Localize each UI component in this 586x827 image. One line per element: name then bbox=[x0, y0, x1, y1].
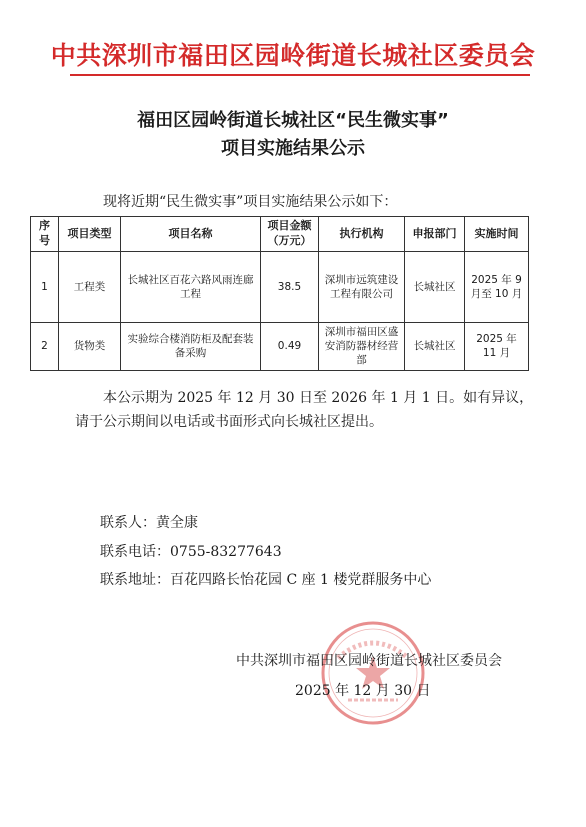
header-name: 项目名称 bbox=[121, 217, 261, 252]
org-header: 中共深圳市福田区园岭街道长城社区委员会 bbox=[50, 41, 536, 70]
doc-title-line2: 项目实施结果公示 bbox=[221, 138, 365, 159]
cell-department: 长城社区 bbox=[405, 252, 465, 323]
cell-amount: 0.49 bbox=[261, 323, 319, 371]
signature-date: 2025 年 12 月 30 日 bbox=[295, 683, 431, 699]
contact-phone: 联系电话：0755-83277643 bbox=[100, 544, 282, 560]
header-executor: 执行机构 bbox=[319, 217, 405, 252]
cell-seq: 1 bbox=[31, 252, 59, 323]
cell-time: 2025 年 11 月 bbox=[465, 323, 529, 371]
notice-line2: 请于公示期间以电话或书面形式向长城社区提出。 bbox=[75, 414, 383, 430]
cell-name: 实验综合楼消防柜及配套装备采购 bbox=[121, 323, 261, 371]
header-amount: 项目金额（万元） bbox=[261, 217, 319, 252]
results-table bbox=[30, 216, 529, 371]
signature-org: 中共深圳市福田区园岭街道长城社区委员会 bbox=[236, 653, 502, 669]
notice-line1: 本公示期为 2025 年 12 月 30 日至 2026 年 1 月 1 日。如有异议， bbox=[103, 390, 534, 406]
cell-department: 长城社区 bbox=[405, 323, 465, 371]
cell-type: 工程类 bbox=[59, 252, 121, 323]
contact-person: 联系人：黄全康 bbox=[100, 515, 198, 531]
cell-executor: 深圳市远筑建设工程有限公司 bbox=[319, 252, 405, 323]
cell-name: 长城社区百花六路风雨连廊工程 bbox=[121, 252, 261, 323]
contact-address: 联系地址：百花四路长怡花园 C 座 1 楼党群服务中心 bbox=[100, 572, 432, 588]
doc-title-line1: 福田区园岭街道长城社区“民生微实事” bbox=[137, 110, 449, 131]
official-seal-icon bbox=[318, 618, 428, 728]
header-seq: 序号 bbox=[31, 217, 59, 252]
cell-seq: 2 bbox=[31, 323, 59, 371]
notice-paragraph bbox=[75, 386, 545, 434]
header-time: 实施时间 bbox=[465, 217, 529, 252]
cell-amount: 38.5 bbox=[261, 252, 319, 323]
table-row bbox=[31, 252, 529, 323]
cell-time: 2025 年 9 月至 10 月 bbox=[465, 252, 529, 323]
header-divider bbox=[70, 74, 530, 76]
table-row bbox=[31, 323, 529, 371]
header-department: 申报部门 bbox=[405, 217, 465, 252]
header-type: 项目类型 bbox=[59, 217, 121, 252]
cell-executor: 深圳市福田区盛安消防器材经营部 bbox=[319, 323, 405, 371]
cell-type: 货物类 bbox=[59, 323, 121, 371]
intro-text: 现将近期“民生微实事”项目实施结果公示如下： bbox=[103, 194, 398, 210]
table-header-row bbox=[31, 217, 529, 252]
